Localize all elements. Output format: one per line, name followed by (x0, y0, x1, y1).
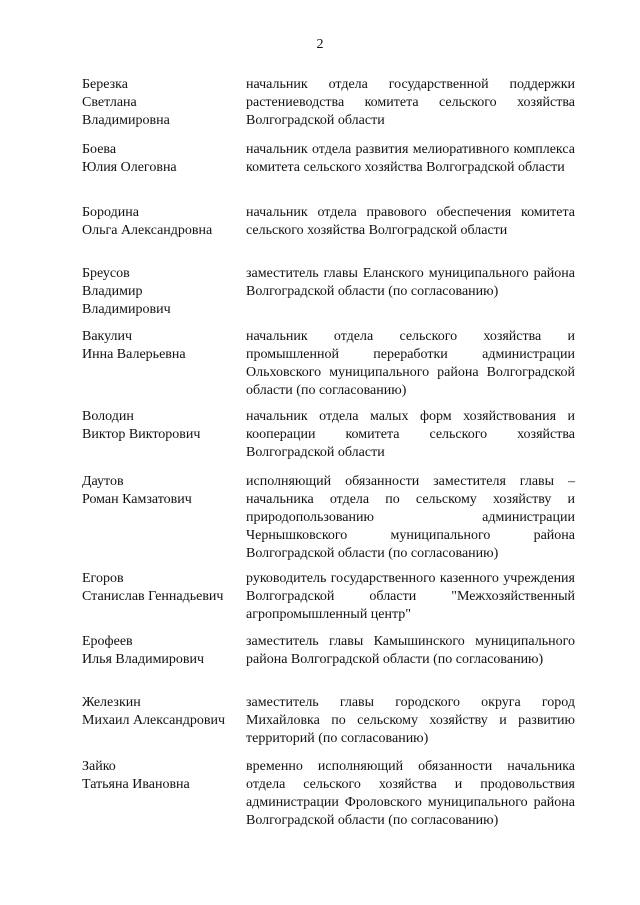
member-name (82, 265, 242, 319)
member-name-line: Роман Камзатович (82, 492, 192, 507)
member-name-line: Станислав Геннадьевич (82, 589, 224, 604)
page-number: 2 (316, 37, 324, 52)
member-role: начальник отдела сельского хозяйства и промышленной переработки администрации Ольховского муниципального района Волгоградской области (по согласованию) (246, 329, 575, 398)
member-name (82, 633, 242, 669)
member-name-line: Владимир (82, 284, 143, 299)
member-name-line: Боева (82, 142, 117, 157)
member-role: руководитель государственного казенного учреждения Волгоградской области "Межхозяйственный агропромышленный центр" (246, 571, 575, 622)
member-role: заместитель главы Еланского муниципального района Волгоградской области (по согласованию) (246, 266, 575, 299)
member-role: начальник отдела малых форм хозяйствования и кооперации комитета сельского хозяйства Волгоградской области (246, 409, 575, 460)
member-name-line: Даутов (82, 474, 124, 489)
member-name-line: Вакулич (82, 329, 133, 344)
member-name (82, 408, 242, 444)
member-name-line: Ерофеев (82, 634, 133, 649)
member-name-line: Юлия Олеговна (82, 160, 177, 175)
member-name-line: Илья Владимирович (82, 652, 205, 667)
member-role: временно исполняющий обязанности начальника отдела сельского хозяйства и продовольствия администрации Фроловского муниципального района Волгоградской области (по согласованию) (246, 759, 575, 828)
member-role: начальник отдела правового обеспечения комитета сельского хозяйства Волгоградской области (246, 205, 575, 238)
member-name (82, 204, 242, 240)
member-role: заместитель главы городского округа город Михайловка по сельскому хозяйству и развитию территорий (по согласованию) (246, 695, 575, 746)
member-name-line: Светлана (82, 95, 137, 110)
member-name (82, 694, 242, 730)
member-name (82, 473, 242, 509)
member-name-line: Владимировна (82, 113, 170, 128)
member-role: заместитель главы Камышинского муниципального района Волгоградской области (по согласованию) (246, 634, 575, 667)
member-name-line: Ольга Александровна (82, 223, 213, 238)
member-role: исполняющий обязанности заместителя главы – начальника отдела по сельскому хозяйству и природопользованию администрации Чернышковского муниципального района Волгоградской области (по согласованию) (246, 474, 575, 561)
member-name (82, 758, 242, 794)
member-name (82, 76, 242, 130)
member-name-line: Егоров (82, 571, 124, 586)
member-name-line: Зайко (82, 759, 116, 774)
member-name (82, 328, 242, 364)
member-name-line: Татьяна Ивановна (82, 777, 190, 792)
member-name-line: Бородина (82, 205, 139, 220)
member-role: начальник отдела государственной поддержки растениеводства комитета сельского хозяйства Волгоградской области (246, 77, 575, 128)
member-name-line: Железкин (82, 695, 141, 710)
member-name-line: Бреусов (82, 266, 130, 281)
member-name (82, 570, 242, 606)
member-name (82, 141, 242, 177)
member-name-line: Березка (82, 77, 128, 92)
member-name-line: Михаил Александрович (82, 713, 226, 728)
member-role: начальник отдела развития мелиоративного комплекса комитета сельского хозяйства Волгоградской области (246, 142, 575, 175)
member-name-line: Владимирович (82, 302, 171, 317)
member-name-line: Инна Валерьевна (82, 347, 186, 362)
member-name-line: Виктор Викторович (82, 427, 201, 442)
member-name-line: Володин (82, 409, 134, 424)
